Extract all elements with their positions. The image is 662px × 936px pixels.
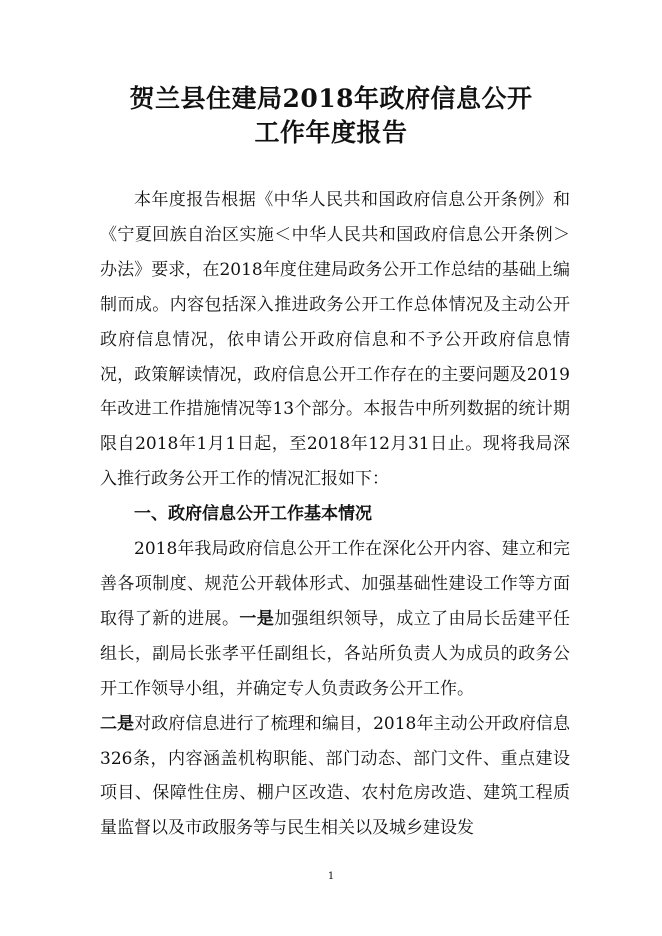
section-1-heading: 一、政府信息公开工作基本情况 [134,504,372,525]
document-title-line-1: 贺兰县住建局2018年政府信息公开 [129,84,533,113]
point-1-label: 一是 [239,608,275,629]
point-2-text: 对政府信息进行了梳理和编目，2018年主动公开政府信息326条，内容涵盖机构职能、部门动态、部门文件、重点建设项目、保障性住房、棚户区改造、农村危房改造、建筑工程质量监督以及市政服务等与民生相关以及城乡建设发 [100,713,570,839]
point-2-label: 二是 [100,713,135,734]
document-title-line-2: 工作年度报告 [254,118,408,147]
point-1-text: 加强组织领导，成立了由局长岳建平任组长，副局长张孝平任副组长，各站所负责人为成员的政务公开工作领导小组，并确定专人负责政务公开工作。 [100,608,571,699]
section-1-text: 2018年我局政府信息公开工作在深化公开内容、建立和完善各项制度、规范公开载体形式、加强基础性建设工作等方面取得了新的进展。 [100,539,570,629]
point-2-paragraph [100,707,570,847]
section-1-paragraph [100,532,570,707]
page-number: 1 [327,871,335,882]
intro-paragraph: 本年度报告根据《中华人民共和国政府信息公开条例》和《宁夏回族自治区实施＜中华人民共和国政府信息公开条例＞办法》要求，在2018年度住建局政务公开工作总结的基础上编制而成。内容包括深入推进政务公开工作总体情况及主动公开政府信息情况，依申请公开政府信息和不予公开政府信息情况，政策解读情况，政府信息公开工作存在的主要问题及2019年改进工作措施情况等13个部分。本报告中所列数据的统计期限自2018年1月1日起，至2018年12月31日止。现将我局深入推行政务公开工作的情况汇报如下： [100,190,570,490]
document-body [100,183,570,846]
